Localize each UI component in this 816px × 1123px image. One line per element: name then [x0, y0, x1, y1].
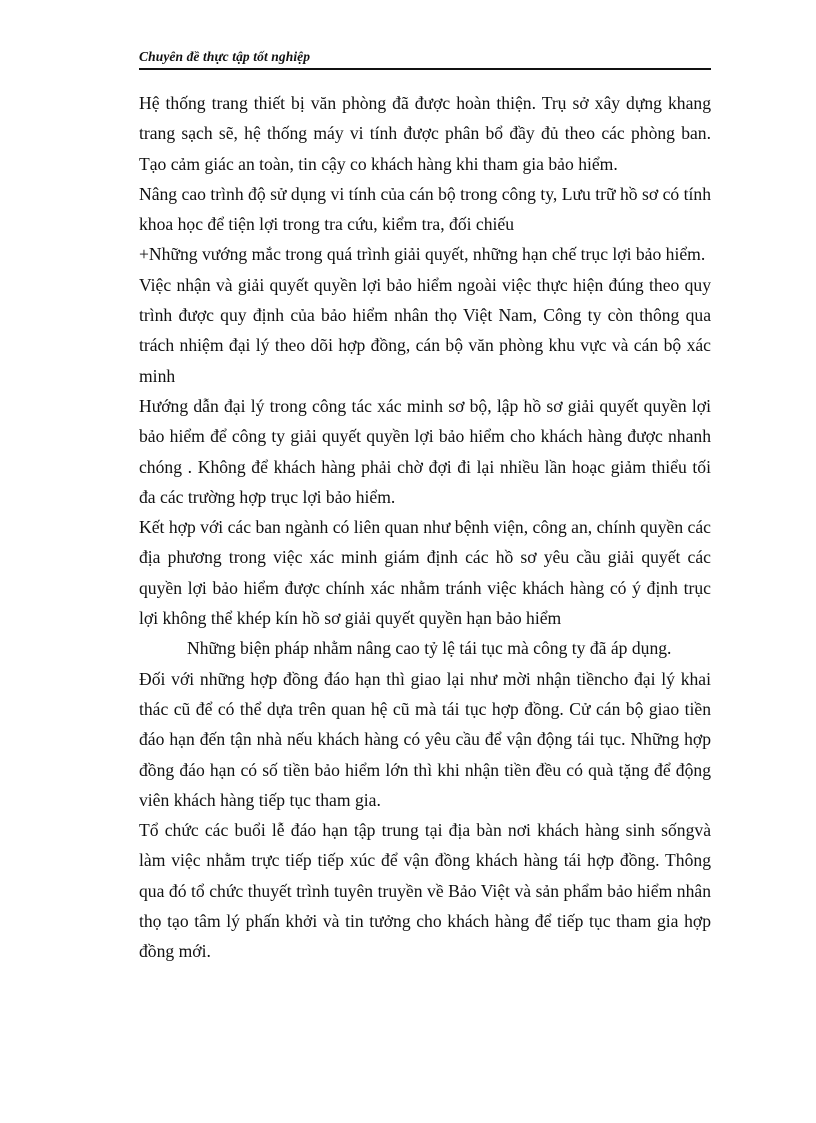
paragraph-cooperation: Kết hợp với các ban ngành có liên quan như bệnh viện, công an, chính quyền các địa phương trong việc xác minh giám định các hồ sơ yêu cầu giải quyết các quyền lợi bảo hiểm được chính xác nhằm tránh việc khách hàng có ý định trục lợi không thể khép kín hồ sơ giải quyết quyền hạn bảo hiểm: [139, 517, 711, 629]
paragraph-maturity-contracts: Đối với những hợp đồng đáo hạn thì giao lại như mời nhận tiềncho đại lý khai thác cũ để có thể dựa trên quan hệ cũ mà tái tục hợp đồng. Cử cán bộ giao tiền đáo hạn đến tận nhà nếu khách hàng có yêu cầu để vận động tái tục. Những hợp đồng đáo hạn có số tiền bảo hiểm lớn thì khi nhận tiền đều có quà tặng để động viên khách hàng tiếp tục tham gia.: [139, 668, 711, 810]
paragraph-maturity-ceremonies: Tổ chức các buổi lễ đáo hạn tập trung tại địa bàn nơi khách hàng sinh sốngvà làm việc nhằm trực tiếp tiếp xúc để vận đồng khách hàng tái hợp đồng. Thông qua đó tổ chức thuyết trình tuyên truyền về Bảo Việt và sản phẩm bảo hiểm nhân thọ tạo tâm lý phấn khởi và tin tưởng cho khách hàng để tiếp tục tham gia hợp đồng mới.: [139, 820, 711, 962]
header-title: Chuyên đề thực tập tốt nghiệp: [139, 49, 311, 64]
paragraph-renewal-measures: Những biện pháp nhằm nâng cao tỷ lệ tái tục mà công ty đã áp dụng.: [187, 638, 672, 659]
paragraph-agent-guidance: Hướng dẫn đại lý trong công tác xác minh sơ bộ, lập hồ sơ giải quyết quyền lợi bảo hiểm để công ty giải quyết quyền lợi bảo hiểm cho khách hàng được nhanh chóng . Không để khách hàng phải chờ đợi đi lại nhiều lần hoạc giảm thiểu tối đa các trường hợp trục lợi bảo hiểm.: [139, 395, 711, 507]
paragraph-claims-process: Việc nhận và giải quyết quyền lợi bảo hiểm ngoài việc thực hiện đúng theo quy trình được quy định của bảo hiểm nhân thọ Việt Nam, Công ty còn thông qua trách nhiệm đại lý theo dõi hợp đồng, cán bộ văn phòng khu vực và cán bộ xác minh: [139, 274, 711, 386]
page-header: [139, 46, 711, 70]
paragraph-obstacles: +Những vướng mắc trong quá trình giải quyết, những hạn chế trục lợi bảo hiểm.: [139, 244, 706, 265]
paragraph-office-equipment: Hệ thống trang thiết bị văn phòng đã được hoàn thiện. Trụ sở xây dựng khang trang sạch sẽ, hệ thống máy vi tính được phân bổ đầy đủ theo các phòng ban. Tạo cảm giác an toàn, tin cậy co khách hàng khi tham gia bảo hiểm.: [139, 93, 711, 174]
paragraph-computer-skills: Nâng cao trình độ sử dụng vi tính của cán bộ trong công ty, Lưu trữ hồ sơ có tính khoa học để tiện lợi trong tra cứu, kiểm tra, đối chiếu: [139, 183, 711, 235]
document-body: [139, 88, 711, 967]
